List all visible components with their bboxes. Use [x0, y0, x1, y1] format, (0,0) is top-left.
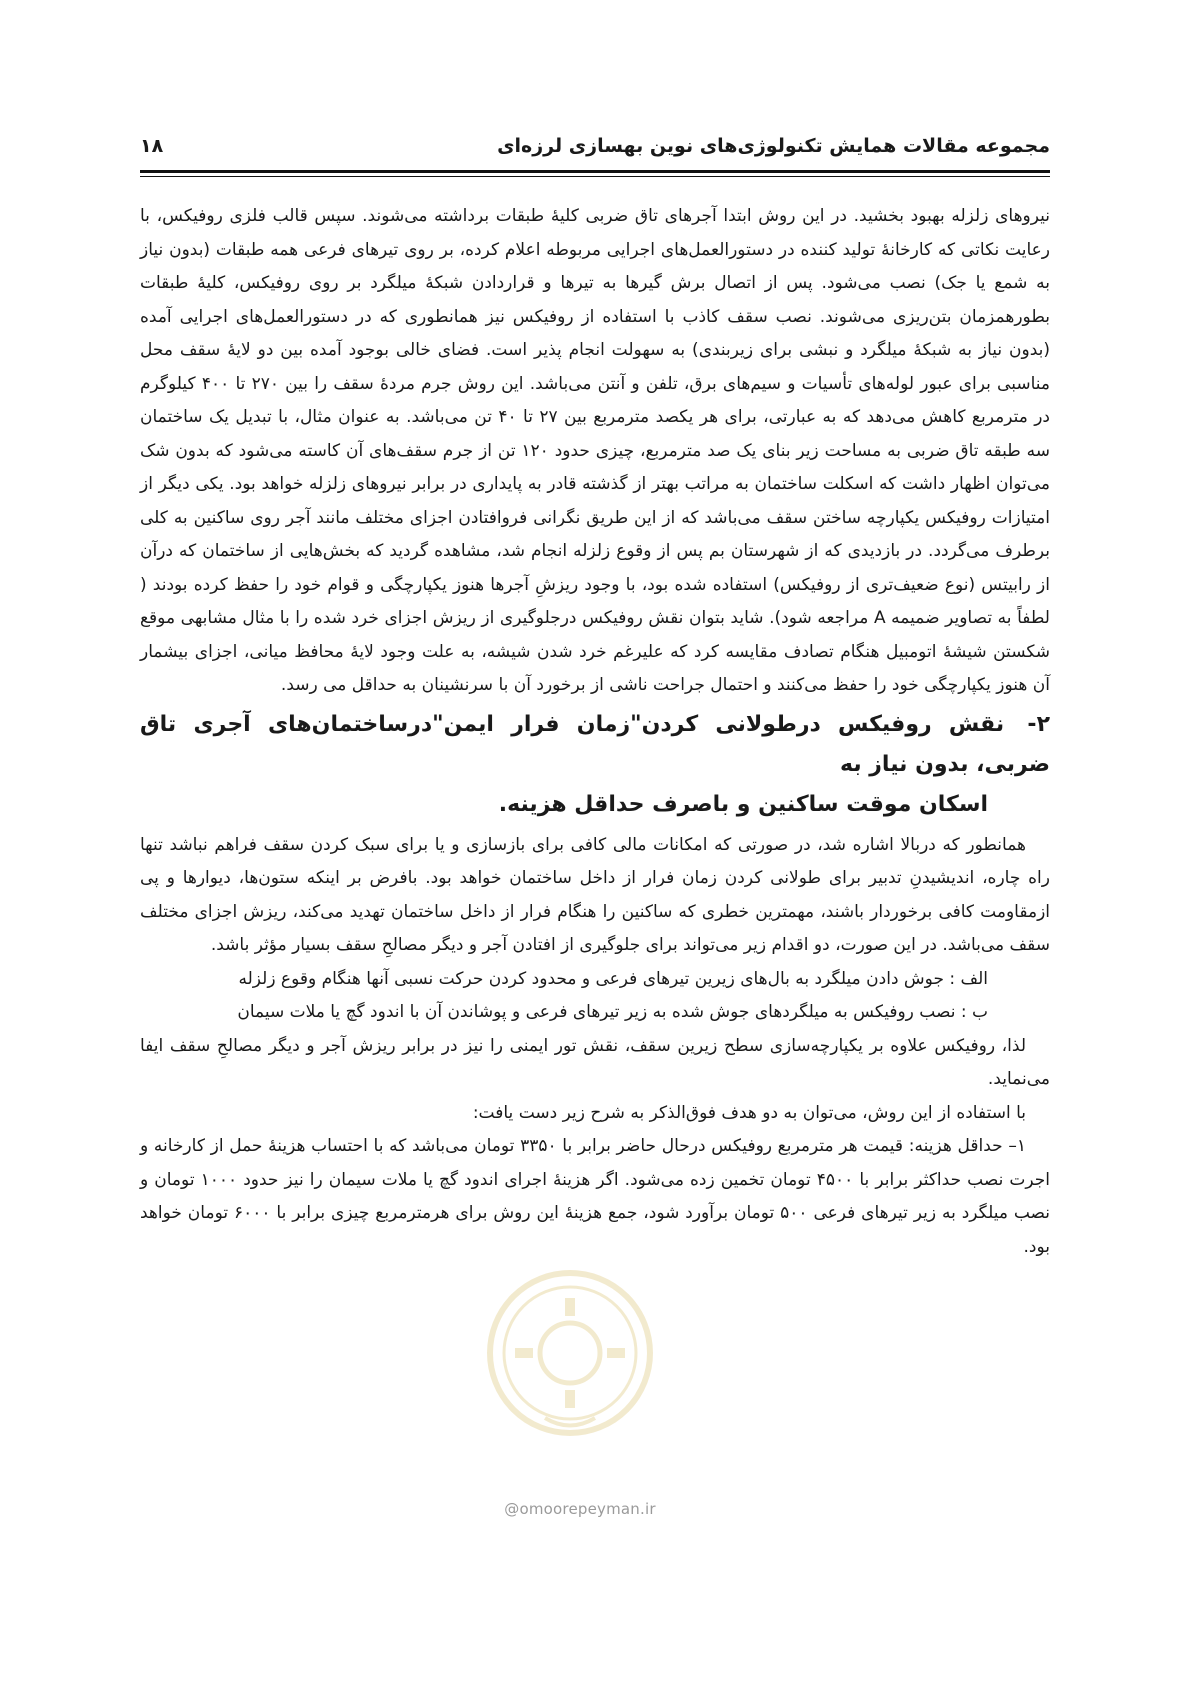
paragraph-5: ۱– حداقل هزینه: قیمت هر مترمربع روفیکس درحال حاضر برابر با ۳۳۵۰ تومان می‌باشد که با احتساب هزینهٔ حمل از کارخانه و اجرت نصب حداکثر برابر با ۴۵۰۰ تومان تخمین زده می‌شود. اگر هزینهٔ اجرای اندود گچ یا ملات سیمان را نیز حدود ۱۰۰۰ تومان و نصب میلگرد به زیر تیرهای فرعی ۵۰۰ تومان برآورد شود، جمع هزینهٔ این روش برای هرمترمربع چیزی برابر با ۶۰۰۰ تومان خواهد بود.: [140, 1136, 1050, 1257]
page-number: ۱۸: [140, 135, 164, 157]
paragraph-1: نیروهای زلزله بهبود بخشید. در این روش ابتدا آجرهای تاق ضربی کلیهٔ طبقات برداشته می‌شوند. سپس قالب فلزی روفیکس، با رعایت نکاتی که کارخانهٔ تولید کننده در دستورالعمل‌های اجرایی مربوطه اعلام کرده، بر روی تیرهای فرعی همه طبقات (بدون نیاز به شمع یا جک) نصب می‌شود. پس از اتصال برش گیرها به تیرها و قراردادن شبکهٔ میلگرد بر روی روفیکس، کلیهٔ طبقات بطورهمزمان بتن‌ریزی می‌شوند. نصب سقف کاذب با استفاده از روفیکس نیز همانطوری که در دستورالعمل‌های اجرایی آمده (بدون نیاز به شبکهٔ میلگرد و نبشی برای زیربندی) به سهولت انجام پذیر است. فضای خالی بوجود آمده بین دو لایهٔ سقف محل مناسبی برای عبور لوله‌های تأسیات و سیم‌های برق، تلفن و آنتن می‌باشد. این روش جرم مردهٔ سقف را بین ۲۷۰ تا ۴۰۰ کیلوگرم در مترمربع کاهش می‌دهد که به عبارتی، برای هر یکصد مترمربع بین ۲۷ تا ۴۰ تن می‌باشد. به عنوان مثال، با تبدیل یک ساختمان سه طبقه تاق ضربی به مساحت زیر بنای یک صد مترمربع، چیزی حدود ۱۲۰ تن از جرم سقف‌های آن کاسته می‌شود که بدون شک می‌توان اظهار داشت که اسکلت ساختمان به مراتب بهتر از گذشته قادر به پایداری در برابر نیروهای زلزله خواهد بود. یکی دیگر از امتیازات روفیکس یکپارچه ساختن سقف می‌باشد که از این طریق نگرانی فروافتادن اجزای مختلف مانند آجر روی ساکنین به کلی برطرف می‌گردد. در بازدیدی که از شهرستان بم پس از وقوع زلزله انجام شد، مشاهده گردید که بخش‌هایی از ساختمان که درآن از رابیتس (نوع ضعیف‌تری از روفیکس) استفاده شده بود، با وجود ریزشِ آجرها هنوز یکپارچگی و قوام خود را حفظ کرده بودند ( لطفاً به تصاویر ضمیمه A مراجعه شود). شاید بتوان نقش روفیکس درجلوگیری از ریزش اجزای خرد شده را با مثال مشابهی موقع شکستن شیشهٔ اتومبیل هنگام تصادف مقایسه کرد که علیرغم خرد شدن شیشه، به علت وجود لایهٔ محافظ میانی، اجزای بیشمار آن هنوز یکپارچگی خود را حفظ می‌کنند و احتمال جراحت ناشی از برخورد آن با سرنشینان به حداقل می رسد.: [140, 206, 1051, 695]
header-rule-thin: [140, 176, 1050, 177]
header-rule-thick: [140, 170, 1050, 173]
seal-icon: [485, 1268, 655, 1438]
section-title-line-2: اسکان موقت ساکنین و باصرف حداقل هزینه.: [498, 791, 988, 817]
running-header: [140, 128, 1050, 164]
section-number: ۲-: [1027, 711, 1050, 737]
watermark-url: @omoorepeyman.ir: [504, 1500, 656, 1518]
paragraph-4: با استفاده از این روش، می‌توان به دو هدف فوق‌الذکر به شرح زیر دست یافت:: [472, 1102, 1026, 1123]
document-body: [140, 200, 1050, 1264]
paragraph-3: لذا، روفیکس علاوه بر یکپارچه‌سازی سطح زیرین سقف، نقش تور ایمنی را نیز در برابر ریزش آجر و دیگر مصالحِ سقف ایفا می‌نماید.: [140, 1035, 1050, 1089]
header-title: مجموعه مقالات همایش تکنولوژی‌های نوین بهسازی لرزه‌ای: [497, 135, 1050, 157]
section-heading: [140, 705, 1050, 825]
paragraph-2: همانطور که دربالا اشاره شد، در صورتی که امکانات مالی کافی برای بازسازی و یا برای سبک کردن سقف فراهم نباشد تنها راه چاره، اندیشیدنِ تدبیر برای طولانی کردن زمان فرار از داخل ساختمان خواهد بود. بافرض بر اینکه ستون‌ها، دیوارها و پی ازمقاومت کافی برخوردار باشند، مهمترین خطری که ساکنین را هنگام فرار از داخل ساختمان تهدید می‌کند، ریزش اجزای مختلف سقف می‌باشد. در این صورت، دو اقدام زیر می‌تواند برای جلوگیری از افتادن آجر و دیگر مصالحِ سقف بسیار مؤثر باشد.: [140, 834, 1050, 955]
list-item-b: ب : نصب روفیکس به میلگردهای جوش شده به زیر تیرهای فرعی و پوشاندن آن با اندود گچ یا ملات سیمان: [237, 1002, 988, 1022]
list-item-a: الف : جوش دادن میلگرد به بال‌های زیرین تیرهای فرعی و محدود کردن حرکت نسبی آنها هنگام وقوع زلزله: [238, 968, 988, 989]
section-title-line-1: نقش روفیکس درطولانی کردن"زمان فرار ایمن"درساختمان‌های آجری تاق ضربی، بدون نیاز به: [140, 711, 1050, 777]
